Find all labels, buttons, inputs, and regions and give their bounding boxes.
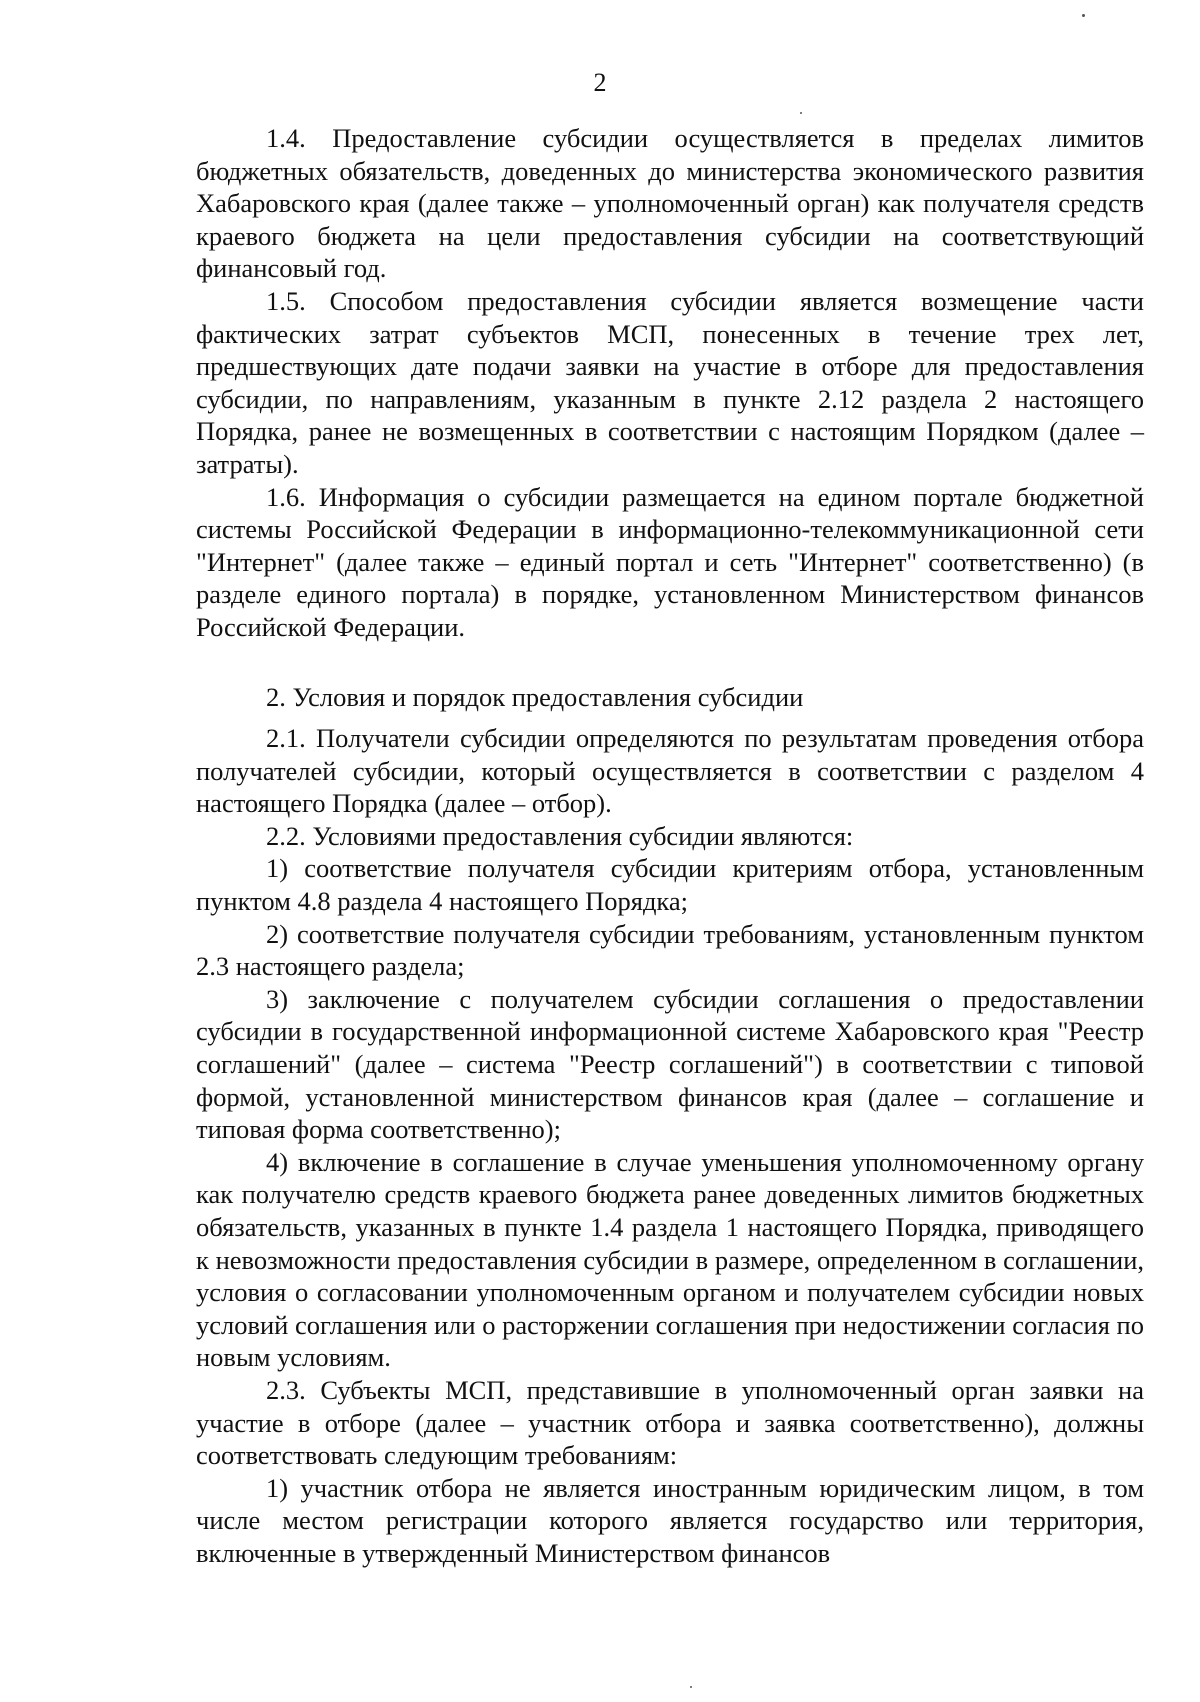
section-heading: 2. Условия и порядок предоставления субсидии [266,681,804,712]
paragraph-2-2: 2.2. Условиями предоставления субсидии являются: [266,820,854,851]
scan-speck [690,1686,692,1688]
paragraph-2-1: 2.1. Получатели субсидии определяются по результатам проведения отбора получателей субсидии, который осуществляется в соответствии с разделом 4 настоящего Порядка (далее – отбор). [196,723,1144,819]
scan-speck [800,112,802,114]
paragraph-1-6: 1.6. Информация о субсидии размещается на едином портале бюджетной системы Российской Федерации в информационно-телекоммуникационной сети "Интернет" (далее также – единый портал и сеть "Интернет" соответственно) (в разделе единого портала) в порядке, установленном Министерством финансов Российской Федерации. [196,481,1144,642]
paragraph-2-3: 2.3. Субъекты МСП, представившие в уполномоченный орган заявки на участие в отборе (далее – участник отбора и заявка соответственно), должны соответствовать следующим требованиям: [196,1374,1144,1471]
paragraph-1-4: 1.4. Предоставление субсидии осуществляется в пределах лимитов бюджетных обязательств, доведенных до министерства экономического развития Хабаровского края (далее также – уполномоченный орган) как получателя средств краевого бюджета на цели предоставления субсидии на соответствующий финансовый год. [196,123,1144,284]
list-item-2-3-1: 1) участник отбора не является иностранным юридическим лицом, в том числе местом регистрации которого является государство или территория, включенные в утвержденный Министерством финансов [196,1472,1144,1568]
paragraph-1-5: 1.5. Способом предоставления субсидии является возмещение части фактических затрат субъектов МСП, понесенных в течение трех лет, предшествующих дате подачи заявки на участие в отборе для предоставления субсидии, по направлениям, указанным в пункте 2.12 раздела 2 настоящего Порядка, ранее не возмещенных в соответствии с настоящим Порядком (далее – затраты). [196,285,1144,479]
page-number: 2 [593,68,607,97]
list-item-2-2-3: 3) заключение с получателем субсидии соглашения о предоставлении субсидии в государственной информационной системе Хабаровского края "Реестр соглашений" (далее – система "Реестр соглашений") в соответствии с типовой формой, установленной министерством финансов края (далее – соглашение и типовая форма соответственно); [196,983,1144,1145]
list-item-2-2-4: 4) включение в соглашение в случае уменьшения уполномоченному органу как получателю средств краевого бюджета ранее доведенных лимитов бюджетных обязательств, указанных в пункте 1.4 раздела 1 настоящего Порядка, приводящего к невозможности предоставления субсидии в размере, определенном в соглашении, условия о согласовании уполномоченным органом и получателем субсидии новых условий соглашения или о расторжении соглашения при недостижении согласия по новым условиям. [196,1146,1144,1373]
list-item-2-2-2: 2) соответствие получателя субсидии требованиям, установленным пунктом 2.3 настоящего раздела; [196,918,1144,982]
list-item-2-2-1: 1) соответствие получателя субсидии критериям отбора, установленным пунктом 4.8 раздела 4 настоящего Порядка; [196,853,1144,917]
document-body [196,122,1144,1570]
scan-speck [1082,14,1085,17]
